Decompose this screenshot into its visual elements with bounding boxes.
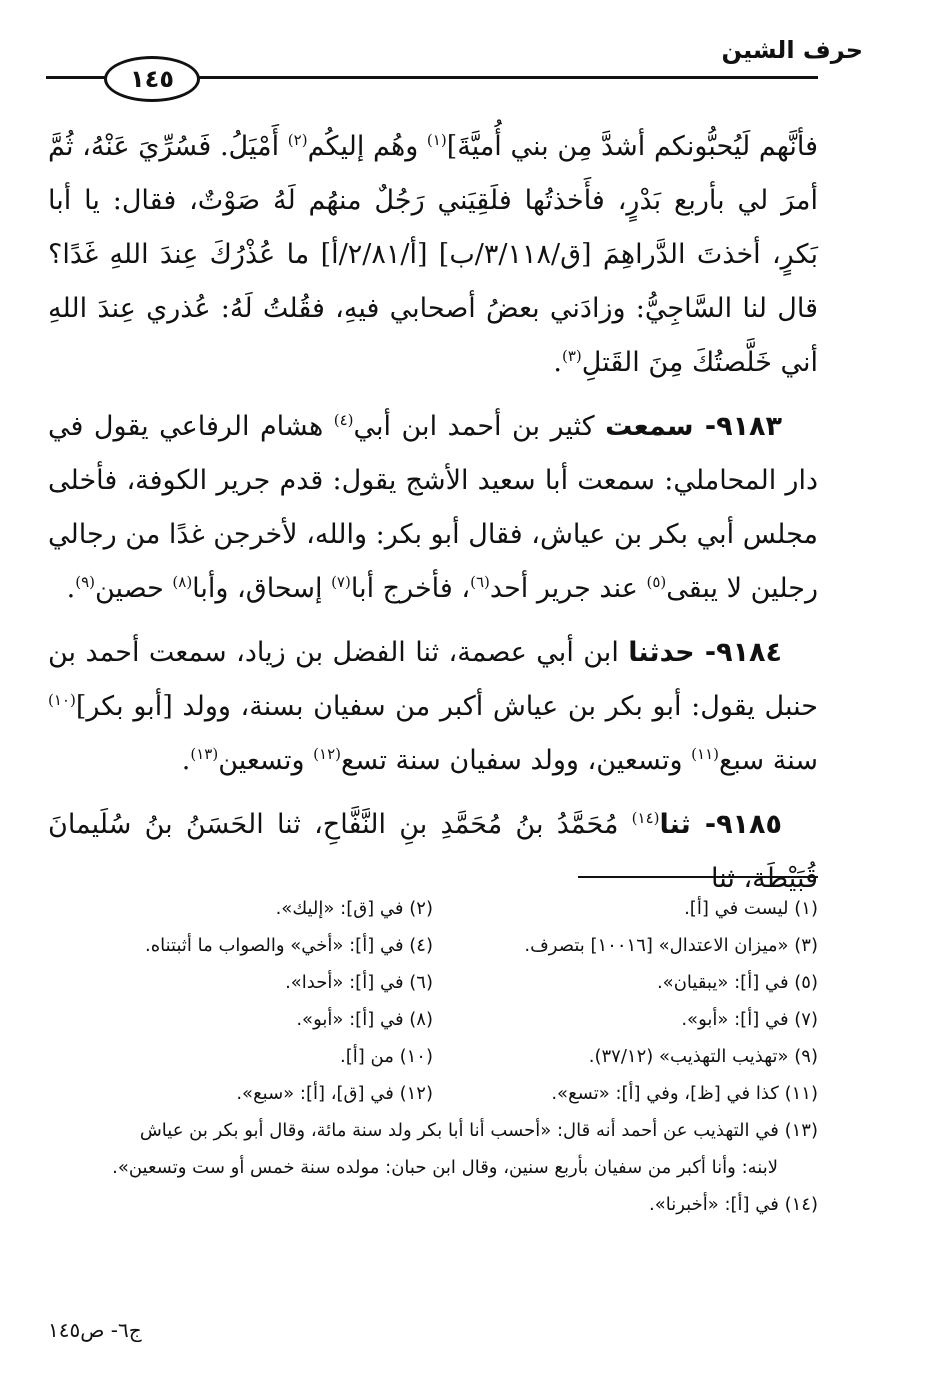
text-run: .	[181, 745, 191, 776]
text-run: وتسعين	[218, 745, 314, 776]
footnote-grid	[48, 890, 818, 1112]
footnote-1: (١) ليست في [أ].	[684, 898, 818, 919]
footnote-9: (٩) «تهذيب التهذيب» (٣٧/١٢).	[588, 1046, 818, 1067]
footnote-ref[interactable]: (٣)	[562, 347, 582, 365]
text-run: مُحَمَّدُ بنُ مُحَمَّدِ بنِ النَّفَّاحِ، ثنا الحَسَنُ بنُ سُلَيمانَ قُبَيْطَة، ثنا	[48, 809, 818, 894]
page-number-badge	[104, 56, 200, 102]
footnote-separator	[578, 876, 818, 878]
footnote-13	[48, 1112, 818, 1186]
footnote-ref[interactable]: (٩)	[75, 573, 95, 591]
footnote-12: (١٢) في [ق]، [أ]: «سبع».	[236, 1083, 433, 1104]
page-number: ١٤٥	[130, 65, 174, 93]
text-run: عند جرير أحد	[489, 573, 647, 604]
footnote-ref[interactable]: (٧)	[331, 573, 351, 591]
text-run: حصين	[95, 573, 173, 604]
narration-keyword: حدثنا	[628, 637, 695, 668]
running-header: حرف الشين	[721, 36, 863, 64]
paragraph-continuation	[48, 120, 818, 390]
footnote-ref[interactable]: (١٤)	[631, 809, 660, 827]
footnote-2: (٢) في [ق]: «إليك».	[275, 898, 433, 919]
volume-page-reference: ج٦- ص١٤٥	[48, 1318, 142, 1342]
footnote-14: (١٤) في [أ]: «أخبرنا».	[648, 1194, 818, 1215]
text-run: هشام الرفاعي يقول في دار المحاملي: سمعت أبا سعيد الأشج يقول: قدم جرير الكوفة، فأخلى مجلس أبي بكر بن عياش، فقال أبو بكر: والله، لأخرجن غدًا من رجالي رجلين لا يبقى	[48, 411, 818, 604]
footnote-3: (٣) «ميزان الاعتدال» [١٠٠١٦] بتصرف.	[524, 935, 818, 956]
footnote-ref[interactable]: (٦)	[470, 573, 490, 591]
text-run: ابن أبي عصمة، ثنا الفضل بن زياد، سمعت أحمد بن حنبل يقول: أبو بكر بن عياش أكبر من سفيان بسنة، وولد [أبو بكر]	[48, 637, 818, 722]
footnote-ref[interactable]: (١٠)	[48, 691, 76, 709]
footnote-ref[interactable]: (١٣)	[190, 745, 219, 763]
text-run: وهُم إليكُم	[307, 131, 427, 162]
footnotes	[48, 890, 818, 1223]
narration-keyword: ثنا	[659, 809, 691, 840]
footnote-ref[interactable]: (٨)	[172, 573, 193, 591]
footnote-ref[interactable]: (١٢)	[313, 745, 341, 763]
footnote-6: (٦) في [أ]: «أحدا».	[285, 972, 433, 993]
main-text	[48, 120, 818, 916]
text-run: .	[553, 347, 562, 378]
footnote-10: (١٠) من [أ].	[340, 1046, 433, 1067]
footnote-5: (٥) في [أ]: «يبقيان».	[656, 972, 818, 993]
footnote-7: (٧) في [أ]: «أبو».	[681, 1009, 818, 1030]
footnote-13-line-2: لابنه: وأنا أكبر من سفيان بأربع سنين، وقال ابن حبان: مولده سنة خمس أو ست وتسعين».	[112, 1157, 778, 1178]
footnote-8: (٨) في [أ]: «أبو».	[296, 1009, 433, 1030]
text-run: ، فأخرج أبا	[350, 573, 471, 604]
footnote-ref[interactable]: (٢)	[287, 131, 308, 149]
footnote-4: (٤) في [أ]: «أخي» والصواب ما أثبتناه.	[144, 935, 433, 956]
report-number: ٩١٨٥-	[690, 809, 782, 840]
footnote-11: (١١) كذا في [ظ]، وفي [أ]: «تسع».	[551, 1083, 818, 1104]
text-run: فأنَّهم لَيُحبُّونكم أشدَّ مِن بني أُميَّةَ]	[446, 131, 818, 162]
report-number: ٩١٨٤-	[694, 637, 783, 668]
text-run: .	[66, 573, 76, 604]
footnote-ref[interactable]: (١)	[426, 131, 447, 149]
report-number: ٩١٨٣-	[693, 411, 783, 442]
text-run: أَمْيَلُ. فَسُرِّيَ عَنْهُ، ثُمَّ أمرَ لي بأربع بَدْرٍ، فأَخذتُها فلَقِيَني رَجُلٌ منهُم لَهُ صَوْتٌ، فقال: يا أبا بَكرٍ، أخذتَ الدَّراهِمَ [ق/٣/١١٨/ب] [أ/٢/٨١/أ] ما عُذْرُكَ عِندَ اللهِ غَدًا؟ قال لنا السَّاجِيُّ: وزادَني بعضُ أصحابي فيهِ، فقُلتُ لَهُ: عُذري عِندَ اللهِ أني خَلَّصتُكَ مِنَ القَتلِ	[48, 131, 818, 378]
footnote-ref[interactable]: (١١)	[691, 745, 720, 763]
paragraph-9183	[48, 400, 818, 616]
text-run: كثير بن أحمد ابن أبي	[353, 411, 606, 442]
narration-keyword: سمعت	[605, 411, 694, 442]
footnote-ref[interactable]: (٤)	[333, 411, 354, 429]
text-run: إسحاق، وأبا	[192, 573, 332, 604]
text-run: سنة سبع	[719, 745, 818, 776]
footnote-13-line-1: (١٣) في التهذيب عن أحمد أنه قال: «أحسب أنا أبا بكر ولد سنة مائة، وقال أبو بكر بن عياش	[139, 1120, 818, 1141]
paragraph-9184	[48, 626, 818, 788]
footnote-ref[interactable]: (٥)	[646, 573, 667, 591]
text-run: وتسعين، وولد سفيان سنة تسع	[341, 745, 692, 776]
